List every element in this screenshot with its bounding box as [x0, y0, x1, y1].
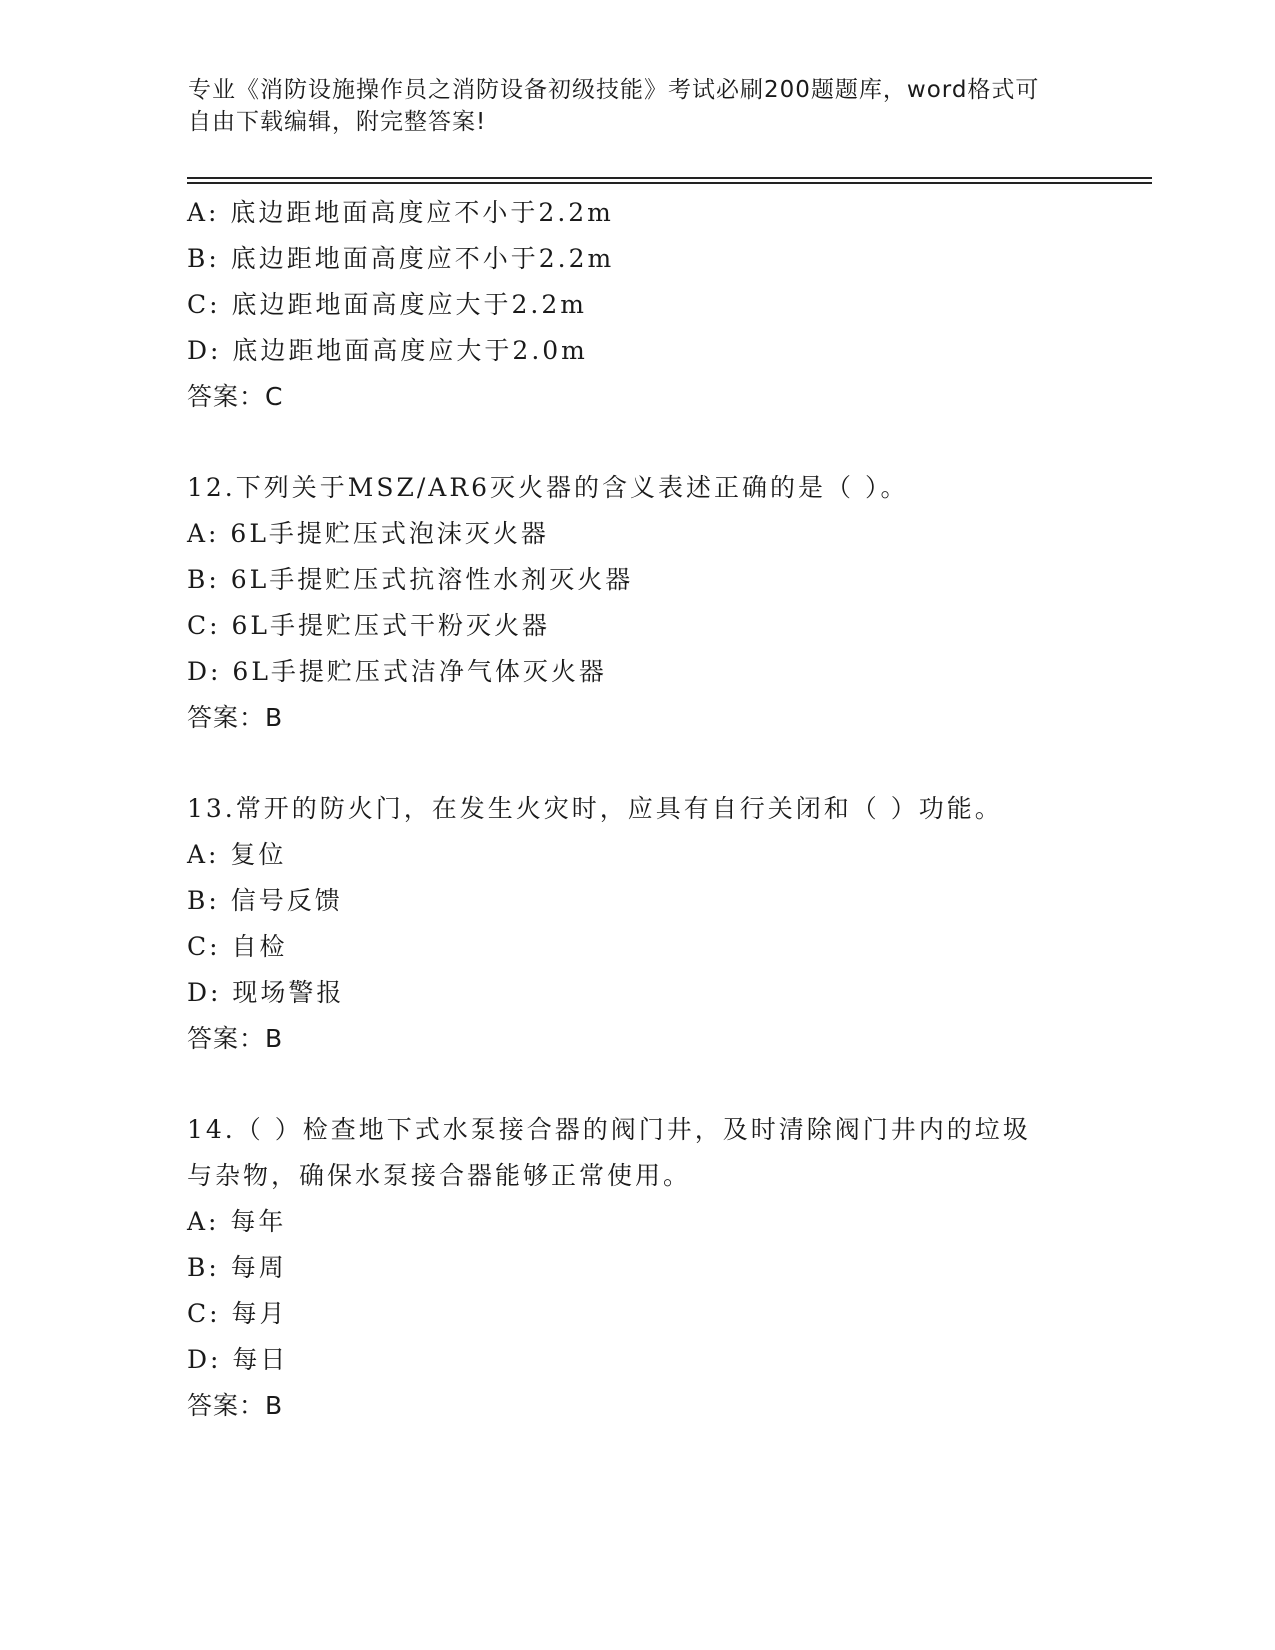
answer-line: 答案：B — [187, 1024, 284, 1053]
answer-line: 答案：B — [187, 1391, 284, 1420]
option-b: B: 6L手提贮压式抗溶性水剂灭火器 — [187, 565, 634, 594]
answer-line: 答案：B — [187, 703, 284, 732]
option-a: A: 每年 — [187, 1207, 287, 1236]
option-d: D: 每日 — [187, 1345, 289, 1374]
option-c: C: 6L手提贮压式干粉灭火器 — [187, 611, 551, 640]
question-text-line-1: 14.（ ）检查地下式水泵接合器的阀门井，及时清除阀门井内的垃圾 — [187, 1115, 1031, 1144]
question-block-14 — [187, 1107, 1147, 1429]
header-line-2: 自由下载编辑，附完整答案! — [188, 109, 487, 135]
spacer — [187, 741, 1147, 786]
option-b: B: 每周 — [187, 1253, 287, 1282]
spacer — [187, 420, 1147, 465]
document-header — [188, 74, 1088, 138]
option-b: B: 底边距地面高度应不小于2.2m — [187, 244, 615, 273]
option-c: C: 每月 — [187, 1299, 288, 1328]
option-a: A: 6L手提贮压式泡沫灭火器 — [187, 519, 549, 548]
header-line-1: 专业《消防设施操作员之消防设备初级技能》考试必刷200题题库，word格式可 — [188, 77, 1040, 103]
header-divider-top — [187, 177, 1152, 179]
header-divider-bottom — [187, 182, 1152, 184]
answer-line: 答案：C — [187, 382, 284, 411]
question-block-12 — [187, 465, 1147, 741]
question-block-13 — [187, 786, 1147, 1062]
option-a: A: 底边距地面高度应不小于2.2m — [187, 198, 614, 227]
option-c: C: 底边距地面高度应大于2.2m — [187, 290, 587, 319]
option-a: A: 复位 — [187, 840, 287, 869]
option-d: D: 6L手提贮压式洁净气体灭火器 — [187, 657, 607, 686]
question-block-11 — [187, 190, 1147, 420]
option-c: C: 自检 — [187, 932, 288, 961]
question-text-line-2: 与杂物，确保水泵接合器能够正常使用。 — [187, 1161, 692, 1190]
option-d: D: 现场警报 — [187, 978, 345, 1007]
question-list — [187, 190, 1147, 1429]
question-text: 12.下列关于MSZ/AR6灭火器的含义表述正确的是（ ）。 — [187, 473, 909, 502]
question-text: 13.常开的防火门，在发生火灾时，应具有自行关闭和（ ）功能。 — [187, 794, 1003, 823]
spacer — [187, 1062, 1147, 1107]
option-d: D: 底边距地面高度应大于2.0m — [187, 336, 588, 365]
option-b: B: 信号反馈 — [187, 886, 343, 915]
